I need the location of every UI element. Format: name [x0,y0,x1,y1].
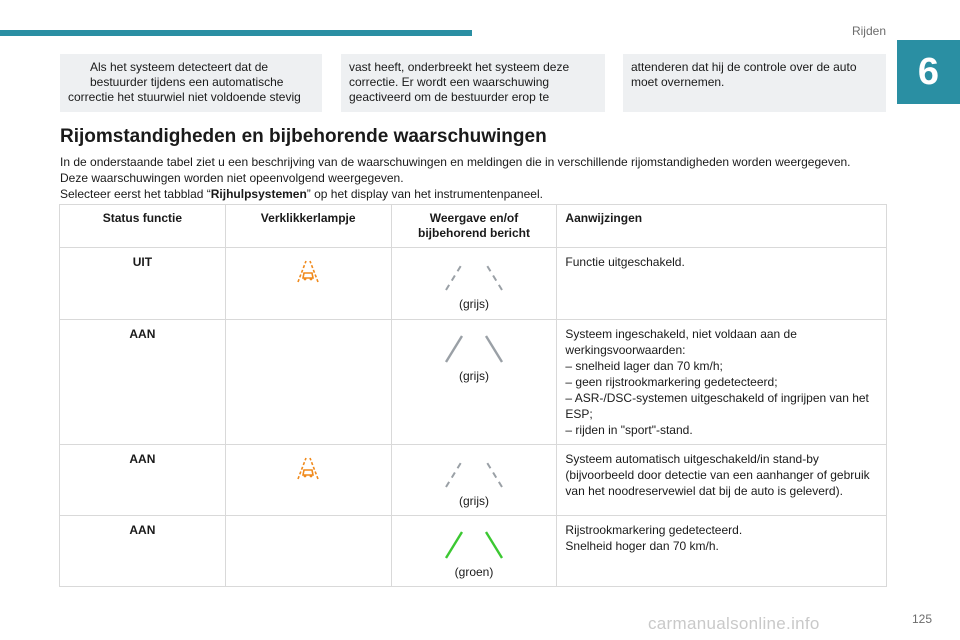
note-line: van het noodreservewiel dat bij de auto is geleverd). [565,484,843,498]
warning-line: correctie het stuurwiel niet voldoende stevig [68,90,301,104]
notes-cell [557,516,887,587]
status-cell: AAN [60,445,226,516]
lane-markings-solid-grey-icon [442,334,506,364]
notes-cell [557,445,887,516]
warning-line: attenderen dat hij de controle over de auto [631,60,857,74]
lamp-cell [225,320,391,445]
lane-warning-orange-icon [295,258,321,284]
table-row [60,320,887,445]
note-line: – rijden in "sport"-stand. [565,423,693,437]
intro-line [60,186,890,202]
lamp-cell [225,516,391,587]
warning-line: geactiveerd om de bestuurder erop te [349,90,550,104]
chapter-title: Rijden [851,24,886,38]
warning-line: Als het systeem detecteert dat de [90,60,269,74]
table-row [60,516,887,587]
note-line: Systeem ingeschakeld, niet voldaan aan de [565,327,797,341]
page-number: 125 [911,612,932,626]
header-bar [0,30,472,36]
intro-line: In de onderstaande tabel ziet u een beschrijving van de waarschuwingen en meldingen die in verschillende rijomstandigheden worden weergegeven. [60,155,851,169]
note-line: Systeem automatisch uitgeschakeld/in stand-by [565,452,819,466]
lane-warning-orange-icon [295,455,321,481]
color-label: (grijs) [459,494,489,508]
chapter-number-badge: 6 [897,40,960,104]
intro-bold-term: Rijhulpsystemen [210,187,307,201]
warning-box-2 [341,54,605,112]
table-row [60,445,887,516]
note-line: – snelheid lager dan 70 km/h; [565,359,723,373]
header-notes: Aanwijzingen [557,205,887,248]
section-heading: Rijomstandigheden en bijbehorende waarschuwingen [60,126,547,147]
color-label: (groen) [454,565,494,579]
warnings-table [59,204,887,587]
header-lamp: Verklikkerlampje [225,205,391,248]
note-line: ESP; [565,407,593,421]
lane-markings-dashed-grey-icon [442,459,506,489]
intro-text [60,154,890,202]
warning-line: correctie. Er wordt een waarschuwing [349,75,550,89]
notes-cell [557,320,887,445]
table-row [60,248,887,320]
notes-cell [557,248,887,320]
header-display: Weergave en/of bijbehorend bericht [391,205,557,248]
note-line: – ASR-/DSC-systemen uitgeschakeld of ingrijpen van het [565,391,869,405]
intro-text-part: Selecteer eerst het tabblad “ [60,187,211,201]
note-line: Functie uitgeschakeld. [565,255,685,269]
status-cell: UIT [60,248,226,320]
display-cell [391,445,557,516]
color-label: (grijs) [459,297,489,311]
note-line: – geen rijstrookmarkering gedetecteerd; [565,375,778,389]
header-status: Status functie [60,205,226,248]
intro-line: Deze waarschuwingen worden niet opeenvolgend weergegeven. [60,171,404,185]
note-line: (bijvoorbeeld door detectie van een aanhanger of gebruik [565,468,870,482]
status-cell: AAN [60,320,226,445]
display-cell [391,516,557,587]
warning-box-1 [60,54,322,112]
display-cell [391,320,557,445]
watermark: carmanualsonline.info [648,614,820,633]
note-line: Rijstrookmarkering gedetecteerd. [565,523,743,537]
warning-box-3 [623,54,886,112]
note-line: Snelheid hoger dan 70 km/h. [565,539,719,553]
lane-markings-dashed-grey-icon [442,262,506,292]
status-cell: AAN [60,516,226,587]
warning-line: bestuurder tijdens een automatische [90,75,284,89]
note-line: werkingsvoorwaarden: [565,343,686,357]
warning-line: vast heeft, onderbreekt het systeem deze [349,60,570,74]
warning-line: moet overnemen. [631,75,725,89]
lamp-cell [225,445,391,516]
intro-text-part: ” op het display van het instrumentenpaneel. [306,187,543,201]
lane-markings-solid-green-icon [442,530,506,560]
display-cell [391,248,557,320]
table-header-row [60,205,887,248]
color-label: (grijs) [459,369,489,383]
lamp-cell [225,248,391,320]
